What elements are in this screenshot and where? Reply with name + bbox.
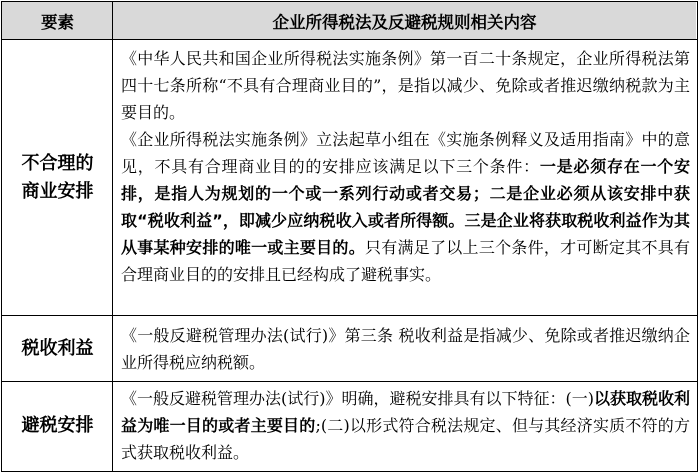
row-label-tax-avoidance-arrangement — [2, 382, 113, 470]
row3-text-feature1: 以获取税收利益为唯一目的或者主要目的 — [121, 389, 690, 435]
row1-paragraph-2 — [121, 126, 690, 288]
row1-para2-intro: 《企业所得税法实施条例》立法起草小组在《实施条例释义及适用指南》中的意见，不具有合理商业目的的安排应该满足以下三个条件： — [121, 130, 690, 176]
table-divider — [2, 315, 697, 316]
row1-label-line1: 不合理的 — [21, 153, 94, 174]
row1-para2-conclusion: 只有满足了以上三个条件，才可断定其不具有合理商业目的的安排且已经构成了避税事实。 — [121, 238, 690, 284]
table-divider — [2, 39, 697, 40]
row1-paragraph-1: 《中华人民共和国企业所得税法实施条例》第一百二十条规定，企业所得税法第四十七条所称“不具有合理商业目的”，是指以减少、免除或者推迟缴纳税款为主要目的。 — [121, 49, 690, 122]
row3-text — [121, 385, 690, 466]
row1-content — [113, 40, 696, 316]
row3-label: 避税安排 — [21, 415, 94, 436]
row-label-tax-benefit — [2, 316, 113, 382]
header-element-label: 要素 — [41, 13, 74, 32]
row2-label: 税收利益 — [21, 338, 94, 359]
table-divider — [112, 2, 113, 471]
row1-label-line2: 商业安排 — [21, 181, 94, 202]
row2-content — [113, 316, 696, 382]
row3-content — [113, 382, 696, 470]
header-cell-content — [113, 2, 696, 40]
header-cell-element — [2, 2, 113, 40]
header-content-label: 企业所得税法及反避税规则相关内容 — [272, 13, 537, 32]
table-divider — [2, 381, 697, 382]
row3-text-feature2: ;(二)以形式符合税法规定、但与其经济实质不符的方式获取税收利益。 — [121, 416, 690, 462]
regulations-table — [1, 1, 698, 472]
row-label-unreasonable-arrangement — [2, 40, 113, 316]
row2-text: 《一般反避税管理办法(试行)》第三条 税收利益是指减少、免除或者推迟缴纳企业所得税应纳税额。 — [121, 326, 690, 372]
row3-text-intro: 《一般反避税管理办法(试行)》明确，避税安排具有以下特征：(一) — [121, 389, 594, 408]
row1-para2-conditions: 一是必须存在一个安排，是指人为规划的一个或一系列行动或者交易；二是企业必须从该安排中获取“税收利益”，即减少应纳税收入或者所得额。三是企业将获取税收利益作为其从事某种安排的唯一或主要目的。 — [121, 157, 690, 257]
